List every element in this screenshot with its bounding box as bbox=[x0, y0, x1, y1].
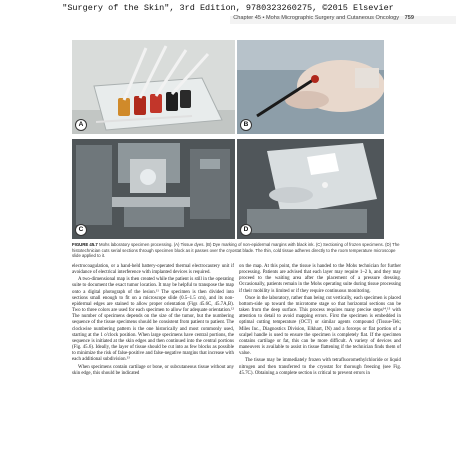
body-column-left bbox=[72, 264, 234, 378]
figure-d-photo bbox=[237, 139, 384, 239]
figure-letter: A bbox=[75, 119, 87, 131]
page-number: 759 bbox=[404, 15, 414, 21]
body-paragraph: Once in the laboratory, rather than being cut vertically, each specimen is placed bottom-side up toward the microtome stage so that horizontal sections can be taken from the deep surface. This process requires many precise steps¹⁴,¹⁵ with attention to detail to avoid mapping errors. First the specimen is embedded in optimal cutting temperature (OCT) or similar agents compound (Tissue-Tek; Miles Inc., Diagnostics Division, Elkhart, IN) and a forceps or flat portion of a scalpel handle is used to ensure the specimen is completely flat. If the specimen contains cartilage or fat, this can be more difficult. A variety of devices and maneuvers is available to assist in tissue flattening if the technician finds them of value. bbox=[239, 295, 401, 357]
microscope-slide-image bbox=[237, 139, 384, 239]
figure-letter: D bbox=[240, 224, 252, 236]
body-paragraph: on the map. At this point, the tissue is handed to the Mohs technician for further processing. Patients are advised that each layer may require 1–2 h, and they may proceed to the waiting area after the placement of a pressure dressing. Occasionally, patients remain in the Mohs operating suite during tissue processing if their mobility is limited or if they require continuous monitoring. bbox=[239, 264, 401, 294]
running-head bbox=[232, 14, 414, 23]
body-paragraph: When specimens contain cartilage or bone, or subcutaneous tissue without any skin edge, this should be indicated bbox=[72, 364, 234, 376]
watermark: "Surgery of the Skin", 3rd Edition, 9780323260275, ©2015 Elsevier bbox=[62, 3, 394, 13]
figure-b-photo bbox=[237, 40, 384, 134]
figure-c-photo bbox=[72, 139, 235, 239]
ink-marking-image bbox=[237, 40, 384, 134]
tissue-dyes-image bbox=[72, 40, 235, 134]
figure-caption bbox=[72, 242, 402, 259]
caption-text: Mohs laboratory specimen processing. (A) Tissue dyes. (B) Dye marking of non-epidermal margins with black ink. (C) Sectioning of frozen specimens. (D) The histotechnician cuts serial sections through specimen block as it passes over the cryostat blade. The thin, cold tissue adheres directly to the room temperature microscope slide applied to it. bbox=[72, 242, 400, 259]
caption-label: FIGURE 45.7 bbox=[72, 242, 98, 247]
figure-a-photo bbox=[72, 40, 235, 134]
chapter-title: Chapter 45 • Mohs Micrographic Surgery and Cutaneous Oncology bbox=[233, 15, 400, 21]
body-paragraph: A two-dimensional map is then created while the patient is still in the operating suite to document the exact tumor location. It may be helpful to transpose the map onto a digital photograph of the lesion.¹¹ The specimen is then divided into sections small enough to fit on a microscope slide (0.5–1.5 cm), and its non-epidermal edges are stained to allow proper orientation (Figs 45.6C, 45.7A,B). Two to three colors are used for each specimen to allow for adequate orientation.¹² The number of specimens depends on the size of the tumor, but the numbering sequence of the tissue specimens should be consistent from patient to patient. The clockwise numbering pattern is the one historically and most commonly used, starting at the 1 o'clock position. When large specimens have central portions, the sequence is initiated at the skin edges and then continued into the central portions (Fig. 45.6). Ideally, the layer of tissue should be cut into as few blocks as possible to minimize the risk of false-positive and false-negative margins that increase with each additional subdivision.¹³ bbox=[72, 277, 234, 363]
body-paragraph: The tissue may be immediately frozen with tetrafluoromethylchloride or liquid nitrogen and then transferred to the cryostat for thorough freezing (see Fig. 45.7C). Obtaining a complete section is critical to prevent errors in bbox=[239, 358, 401, 376]
cryostat-image bbox=[72, 139, 235, 239]
figure-letter: B bbox=[240, 119, 252, 131]
body-paragraph: electrocoagulation, or a hand-held battery-operated thermal electrocautery unit if avoidance of electrical interference with implanted devices is required. bbox=[72, 264, 234, 276]
body-column-right bbox=[239, 264, 401, 378]
figure-letter: C bbox=[75, 224, 87, 236]
